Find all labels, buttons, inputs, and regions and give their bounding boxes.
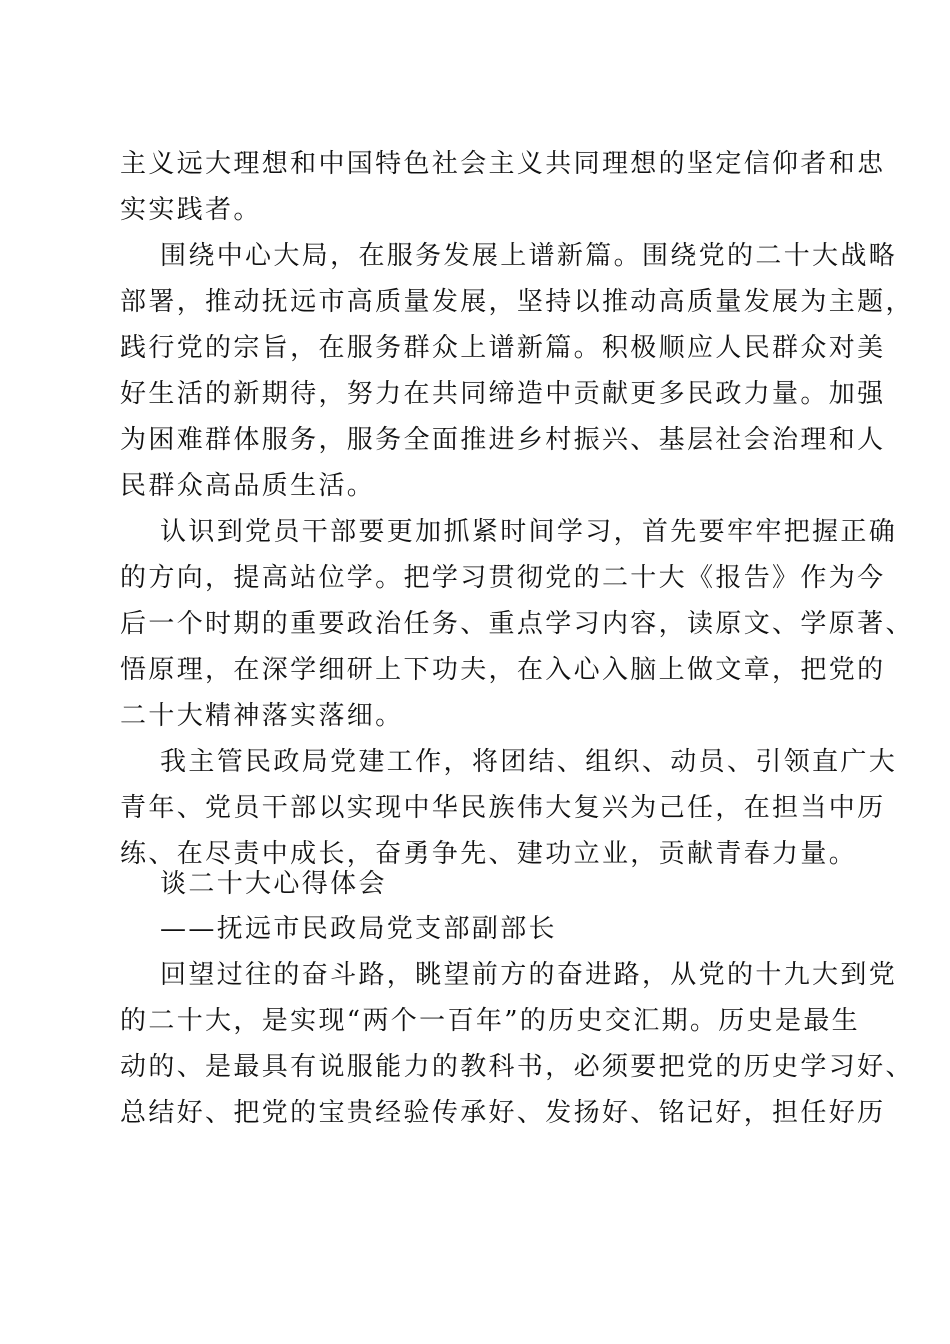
text-line: 好生活的新期待，努力在共同缔造中贡献更多民政力量。加强: [120, 379, 886, 409]
paragraph-start-line: 围绕中心大局，在服务发展上谱新篇。围绕党的二十大战略: [160, 241, 898, 271]
text-line: 练、在尽责中成长，奋勇争先、建功立业，贡献青春力量。: [120, 839, 858, 869]
text-line: 实实践者。: [120, 195, 262, 225]
text-line: 主义远大理想和中国特色社会主义共同理想的坚定信仰者和忠: [120, 149, 886, 179]
text-line: 后一个时期的重要政治任务、重点学习内容，读原文、学原著、: [120, 609, 914, 639]
text-line: 青年、党员干部以实现中华民族伟大复兴为己任，在担当中历: [120, 793, 886, 823]
section-subtitle: ——抚远市民政局党支部副部长: [160, 914, 557, 944]
text-line: 为困难群体服务，服务全面推进乡村振兴、基层社会治理和人: [120, 425, 886, 455]
text-line: 的方向，提高站位学。把学习贯彻党的二十大《报告》作为今: [120, 563, 886, 593]
text-line: 的二十大，是实现“两个一百年”的历史交汇期。历史是最生: [120, 1006, 861, 1036]
section-title: 谈二十大心得体会: [160, 869, 387, 899]
text-line: 二十大精神落实落细。: [120, 701, 404, 731]
text-line: 践行党的宗旨，在服务群众上谱新篇。积极顺应人民群众对美: [120, 333, 886, 363]
text-line: 总结好、把党的宝贵经验传承好、发扬好、铭记好，担任好历: [120, 1098, 886, 1128]
text-line: 动的、是最具有说服能力的教科书，必须要把党的历史学习好、: [120, 1052, 914, 1082]
text-line: 悟原理，在深学细研上下功夫，在入心入脑上做文章，把党的: [120, 655, 886, 685]
text-line: 民群众高品质生活。: [120, 471, 376, 501]
paragraph-start-line: 我主管民政局党建工作，将团结、组织、动员、引领直广大: [160, 747, 898, 777]
paragraph-start-line: 认识到党员干部要更加抓紧时间学习，首先要牢牢把握正确: [160, 517, 898, 547]
paragraph-start-line: 回望过往的奋斗路，眺望前方的奋进路，从党的十九大到党: [160, 960, 898, 990]
text-line: 部署，推动抚远市高质量发展，坚持以推动高质量发展为主题，: [120, 287, 914, 317]
